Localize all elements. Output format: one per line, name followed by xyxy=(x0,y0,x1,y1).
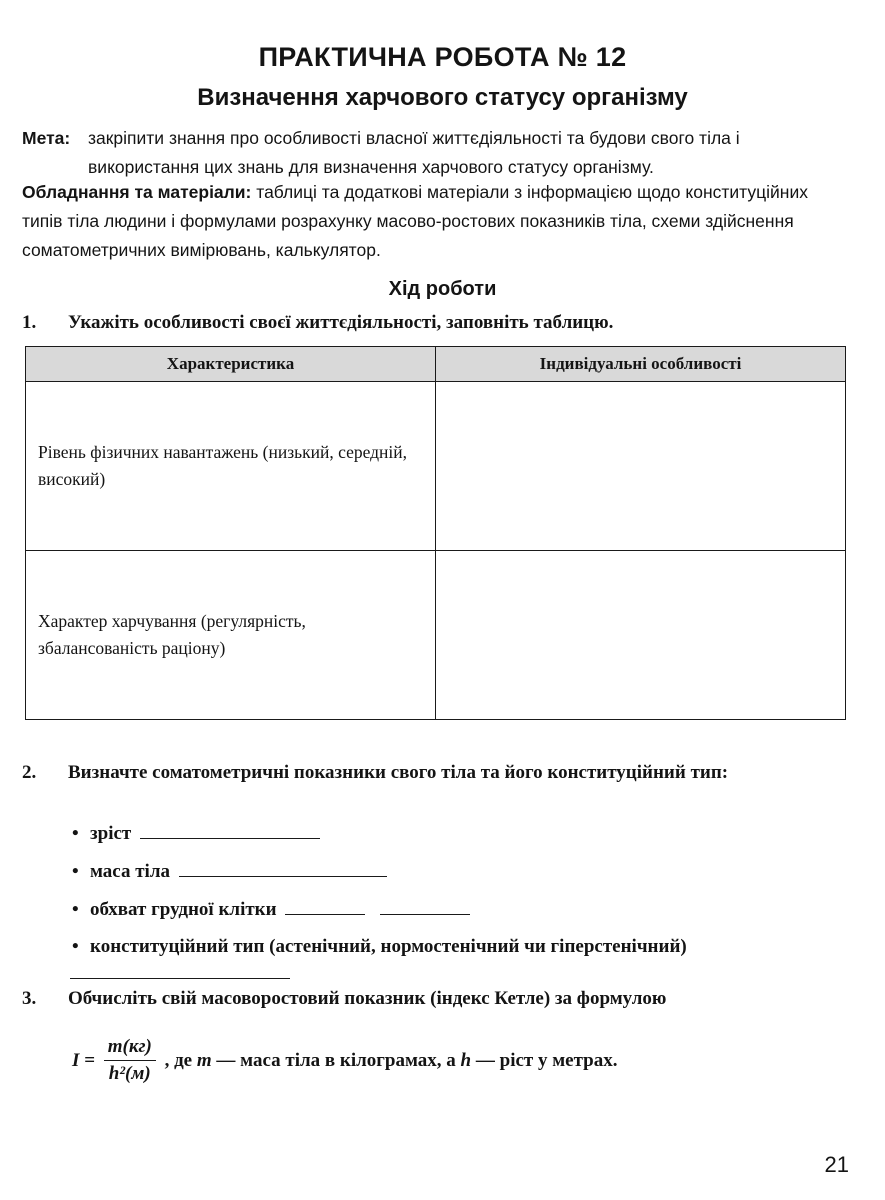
height-answer-line[interactable] xyxy=(140,818,320,839)
task-3 xyxy=(22,984,852,1014)
task-1-number: 1. xyxy=(22,312,37,333)
formula-m-text: — маса тіла в кілограмах, а xyxy=(211,1049,461,1071)
row-input-physical-activity[interactable] xyxy=(436,382,846,551)
life-features-table xyxy=(25,346,846,720)
page-number: 21 xyxy=(824,1152,849,1177)
equipment-text: таблиці та додаткові матеріали з інформацією щодо конституційних типів тіла людини і формулами розрахунку масово-ростових показників тіла, схеми здійснення соматометричних вимірювань, калькулятор. xyxy=(22,182,808,260)
procedure-heading: Хід роботи xyxy=(388,278,497,300)
formula-lhs: I = xyxy=(72,1049,95,1071)
task-3-number: 3. xyxy=(22,988,37,1009)
formula-h-symbol: h xyxy=(460,1049,472,1071)
task-3-text: Обчисліть свій масоворостовий показник (індекс Кетле) за формулою xyxy=(68,988,667,1009)
quetelet-formula xyxy=(72,1036,618,1085)
formula-explanation-prefix: , де xyxy=(164,1049,197,1071)
list-item xyxy=(72,894,852,932)
list-item xyxy=(72,818,852,856)
formula-fraction xyxy=(104,1036,156,1085)
list-item xyxy=(72,856,852,894)
bullet-icon: • xyxy=(72,861,79,882)
bullet-icon: • xyxy=(72,899,79,920)
table-row xyxy=(26,382,846,551)
task-2-text: Визначте соматометричні показники свого тіла та його конституційний тип: xyxy=(68,762,729,783)
goal-label: Мета: xyxy=(22,128,71,148)
row-input-nutrition[interactable] xyxy=(436,551,846,720)
equipment-paragraph xyxy=(22,178,852,265)
task-1-text: Укажіть особливості своєї життєдіяльності, заповніть таблицю. xyxy=(68,312,614,333)
goal-paragraph xyxy=(22,124,852,182)
constitution-answer-line[interactable] xyxy=(70,978,290,979)
list-item xyxy=(72,932,852,970)
bullet-constitution-label: конституційний тип (астенічний, нормостенічний чи гіперстенічний) xyxy=(90,936,687,957)
mass-answer-line[interactable] xyxy=(179,856,387,877)
bullet-mass-label: маса тіла xyxy=(90,861,170,882)
table-header-individual: Індивідуальні особливості xyxy=(436,347,846,382)
row-label-physical-activity: Рівень фізичних навантажень (низький, середній, високий) xyxy=(26,382,436,551)
goal-text: закріпити знання про особливості власної життєдіяльності та будови свого тіла і використання цих знань для визначення харчового статусу організму. xyxy=(88,128,740,177)
chest-answer-line-2[interactable] xyxy=(380,894,470,915)
formula-h-text: — ріст у метрах. xyxy=(471,1049,618,1071)
bullet-height-label: зріст xyxy=(90,823,132,844)
formula-m-symbol: m xyxy=(196,1049,212,1071)
chest-answer-line-1[interactable] xyxy=(285,894,365,915)
table-row xyxy=(26,551,846,720)
task-2 xyxy=(22,758,852,788)
bullet-chest-label: обхват грудної клітки xyxy=(90,899,277,920)
table-header-characteristic: Характеристика xyxy=(26,347,436,382)
equipment-label: Обладнання та матеріали: xyxy=(22,182,252,202)
row-label-nutrition: Характер харчування (регулярність, збалансованість раціону) xyxy=(26,551,436,720)
formula-explanation xyxy=(165,1050,618,1072)
formula-numerator: m(кг) xyxy=(104,1036,156,1061)
page-title: ПРАКТИЧНА РОБОТА № 12 xyxy=(258,42,627,72)
task-2-bullets xyxy=(72,818,852,970)
bullet-icon: • xyxy=(72,936,79,957)
page-subtitle: Визначення харчового статусу організму xyxy=(197,84,688,111)
bullet-icon: • xyxy=(72,823,79,844)
formula-denominator: h²(м) xyxy=(108,1063,151,1084)
task-2-number: 2. xyxy=(22,762,37,783)
task-1 xyxy=(22,308,852,338)
